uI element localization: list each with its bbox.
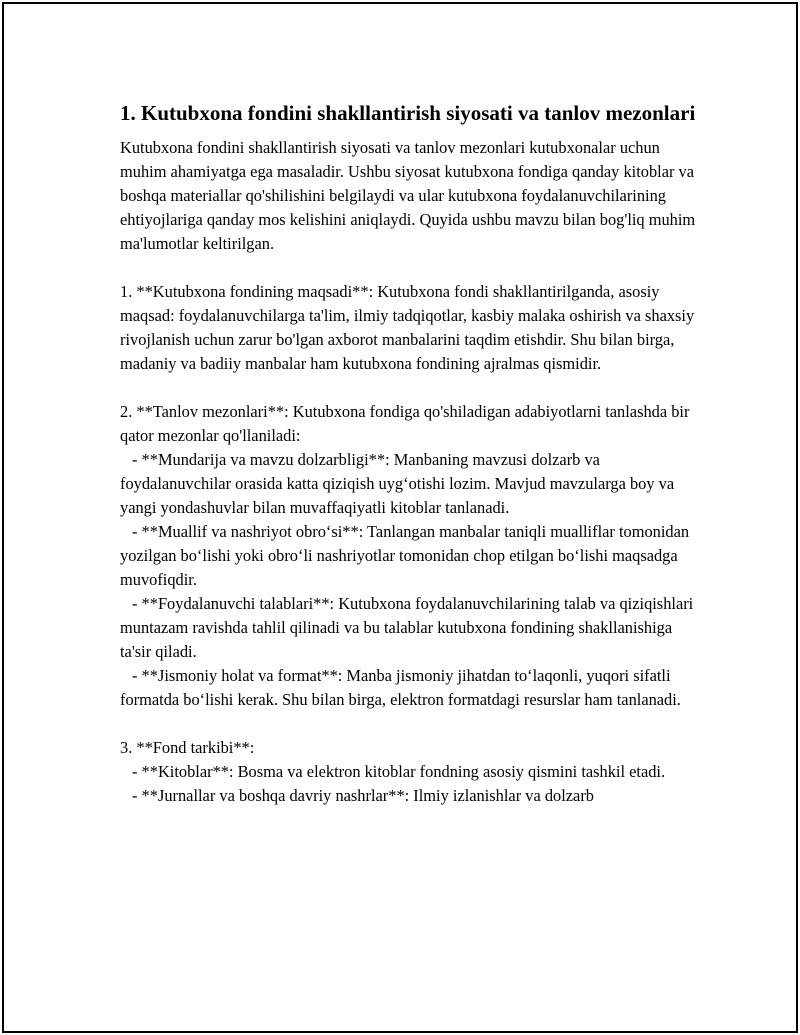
section-2-item: - **Muallif va nashriyot obro‘si**: Tanlangan manbalar taniqli mualliflar tomonidan yozilgan bo‘lishi yoki obro‘li nashriyotlar tomonidan chop etilgan bo‘lishi maqsadga muvofiqdir. [120, 522, 690, 589]
section-2-heading: 2. **Tanlov mezonlari**: Kutubxona fondiga qo'shiladigan adabiyotlarni tanlashda bir qator mezonlar qo'llaniladi: [120, 402, 690, 445]
document-body [120, 100, 700, 808]
paragraph-gap [120, 712, 700, 736]
section-2-item: - **Foydalanuvchi talablari**: Kutubxona foydalanuvchilarining talab va qiziqishlari muntazam ravishda tahlil qilinadi va bu talablar kutubxona fondining shakllanishiga ta'sir qiladi. [120, 594, 694, 661]
document-title: 1. Kutubxona fondini shakllantirish siyosati va tanlov mezonlari [120, 101, 696, 125]
section-3-item: - **Jurnallar va boshqa davriy nashrlar**: Ilmiy izlanishlar va dolzarb [132, 786, 594, 805]
section-1-paragraph: 1. **Kutubxona fondining maqsadi**: Kutubxona fondi shakllantirilganda, asosiy maqsad: foydalanuvchilarga ta'lim, ilmiy tadqiqotlar, kasbiy malaka oshirish va shaxsiy rivojlanish uchun zarur bo'lgan axborot manbalarini taqdim etishdir. Shu bilan birga, madaniy va badiiy manbalar ham kutubxona fondining ajralmas qismidir. [120, 282, 695, 373]
document-page [2, 2, 798, 1033]
section-2-item: - **Jismoniy holat va format**: Manba jismoniy jihatdan to‘laqonli, yuqori sifatli formatda bo‘lishi kerak. Shu bilan birga, elektron formatdagi resurslar ham tanlanadi. [120, 666, 681, 709]
paragraph-gap [120, 256, 700, 280]
section-2-item: - **Mundarija va mavzu dolzarbligi**: Manbaning mavzusi dolzarb va foydalanuvchilar orasida katta qiziqish uyg‘otishi lozim. Mavjud mavzularga boy va yangi yondashuvlar bilan muvaffaqiyatli kitoblar tanlanadi. [120, 450, 675, 517]
section-3-heading: 3. **Fond tarkibi**: [120, 738, 255, 757]
intro-paragraph: Kutubxona fondini shakllantirish siyosati va tanlov mezonlari kutubxonalar uchun muhim ahamiyatga ega masaladir. Ushbu siyosat kutubxona fondiga qanday kitoblar va boshqa materiallar qo'shilishini belgilaydi va ular kutubxona foydalanuvchilarining ehtiyojlariga qanday mos kelishini aniqlaydi. Quyida ushbu mavzu bilan bog'liq muhim ma'lumotlar keltirilgan. [120, 138, 696, 253]
section-3-item: - **Kitoblar**: Bosma va elektron kitoblar fondning asosiy qismini tashkil etadi. [132, 762, 666, 781]
paragraph-gap [120, 376, 700, 400]
